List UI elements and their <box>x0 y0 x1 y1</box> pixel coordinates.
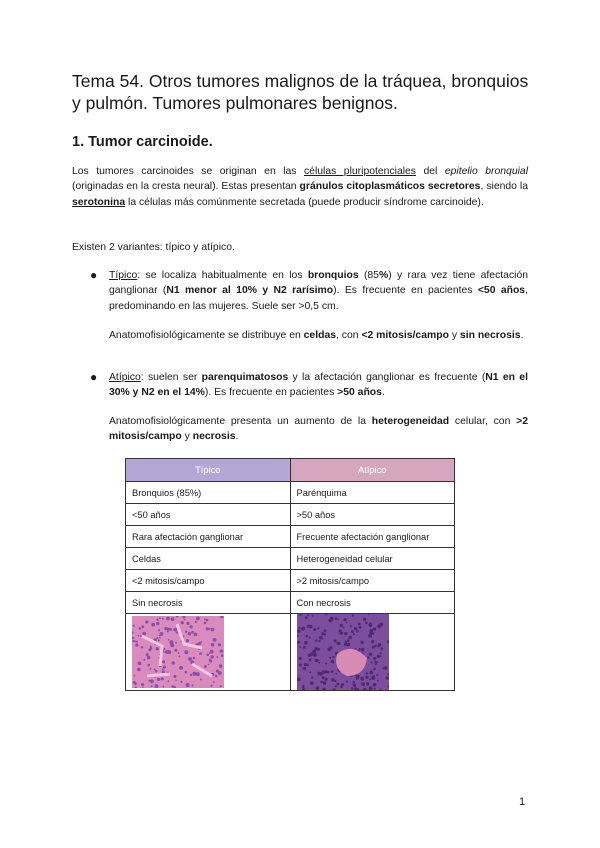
cell-nucleus <box>315 639 318 642</box>
cell-nucleus <box>357 623 360 626</box>
section-heading: 1. Tumor carcinoide. <box>72 134 213 150</box>
cell-nucleus <box>185 631 187 633</box>
table-cell: >50 años <box>290 504 455 526</box>
cell-nucleus <box>299 614 301 616</box>
cell-nucleus <box>175 680 177 682</box>
variants-intro: Existen 2 variantes: típico y atípico. <box>72 242 235 253</box>
cell-nucleus <box>184 619 186 621</box>
cell-nucleus <box>304 616 307 619</box>
cell-nucleus <box>151 685 153 687</box>
cell-nucleus <box>329 617 333 621</box>
cell-nucleus <box>138 662 142 666</box>
cell-nucleus <box>132 640 134 642</box>
cell-nucleus <box>370 662 372 664</box>
comparison-table <box>125 458 455 691</box>
cell-nucleus <box>209 628 211 630</box>
cell-nucleus <box>167 630 169 632</box>
cell-nucleus <box>368 653 371 656</box>
cell-nucleus <box>156 685 159 688</box>
cell-nucleus <box>332 656 334 658</box>
cell-nucleus <box>204 665 207 668</box>
cell-nucleus <box>307 614 309 616</box>
cell-nucleus <box>213 638 217 642</box>
cell-nucleus <box>172 685 175 688</box>
cell-nucleus <box>195 621 197 623</box>
bullet-dot: ● <box>90 370 98 384</box>
cell-nucleus <box>339 624 342 627</box>
cell-nucleus <box>158 629 160 631</box>
cell-nucleus <box>149 680 151 682</box>
cell-nucleus <box>334 685 336 687</box>
cell-nucleus <box>297 629 301 633</box>
cell-nucleus <box>196 672 200 676</box>
cell-nucleus <box>341 632 343 634</box>
table-cell: Sin necrosis <box>126 592 291 614</box>
table-header-atipico: Atípico <box>290 459 455 482</box>
cell-nucleus <box>367 684 369 686</box>
atypical-carcinoid-histology-image <box>297 614 389 690</box>
cell-nucleus <box>371 632 373 634</box>
cell-nucleus <box>314 659 317 662</box>
cell-nucleus <box>200 678 202 680</box>
cell-nucleus <box>160 632 164 636</box>
cell-nucleus <box>318 662 320 664</box>
cell-nucleus <box>186 639 189 642</box>
page-number: 1 <box>519 796 526 808</box>
cell-nucleus <box>374 663 376 665</box>
cell-nucleus <box>164 627 167 630</box>
cell-nucleus <box>218 643 221 646</box>
cell-nucleus <box>382 667 384 669</box>
cell-nucleus <box>150 646 152 648</box>
cell-nucleus <box>330 660 334 664</box>
cell-nucleus <box>303 646 306 649</box>
cell-nucleus <box>198 642 201 645</box>
cell-nucleus <box>185 671 188 674</box>
cell-nucleus <box>305 635 308 638</box>
table-cell: Rara afectación ganglionar <box>126 526 291 548</box>
cell-nucleus <box>331 678 335 682</box>
cell-nucleus <box>175 642 177 644</box>
cell-nucleus <box>141 683 144 686</box>
cell-nucleus <box>134 675 136 677</box>
cell-nucleus <box>349 625 351 627</box>
cell-nucleus <box>156 637 158 639</box>
cell-nucleus <box>370 671 372 673</box>
cell-nucleus <box>176 631 178 633</box>
cell-nucleus <box>210 685 212 687</box>
cell-nucleus <box>369 678 371 680</box>
cell-nucleus <box>376 661 378 663</box>
table-cell: Parénquima <box>290 482 455 504</box>
table-cell: Celdas <box>126 548 291 570</box>
cell-nucleus <box>191 685 193 687</box>
cell-nucleus <box>170 644 174 648</box>
cell-nucleus <box>158 639 160 641</box>
cell-nucleus <box>335 673 337 675</box>
cell-nucleus <box>309 671 311 673</box>
cell-nucleus <box>156 619 158 621</box>
cell-nucleus <box>133 681 136 684</box>
cell-nucleus <box>367 656 369 658</box>
cell-nucleus <box>325 663 327 665</box>
cell-nucleus <box>156 647 159 650</box>
table-cell: Heterogeneidad celular <box>290 548 455 570</box>
cell-nucleus <box>334 617 337 620</box>
cell-nucleus <box>317 660 319 662</box>
cell-nucleus <box>336 642 339 645</box>
cell-nucleus <box>210 660 213 663</box>
cell-nucleus <box>194 633 198 637</box>
cell-nucleus <box>162 618 164 620</box>
cell-nucleus <box>173 628 177 632</box>
cell-nucleus <box>298 627 300 629</box>
cell-nucleus <box>215 675 217 677</box>
table-cell: >2 mitosis/campo <box>290 570 455 592</box>
cell-nucleus <box>216 656 218 658</box>
cell-nucleus <box>371 646 374 649</box>
cell-nucleus <box>351 630 354 633</box>
cell-nucleus <box>313 628 316 631</box>
cell-nucleus <box>137 668 141 672</box>
cell-nucleus <box>155 670 158 673</box>
cell-nucleus <box>142 686 144 688</box>
cell-nucleus <box>163 666 166 669</box>
cell-nucleus <box>150 679 154 683</box>
cell-nucleus <box>369 629 373 633</box>
cell-nucleus <box>385 676 388 679</box>
cell-nucleus <box>365 622 368 625</box>
cell-nucleus <box>179 666 183 670</box>
cell-nucleus <box>142 625 145 628</box>
cell-nucleus <box>301 628 303 630</box>
table-row-images <box>126 614 455 691</box>
cell-nucleus <box>317 673 319 675</box>
cell-nucleus <box>156 622 159 625</box>
cell-nucleus <box>346 643 350 647</box>
cell-nucleus <box>358 626 361 629</box>
cell-nucleus <box>147 664 150 667</box>
cell-nucleus <box>141 646 143 648</box>
cell-nucleus <box>320 681 323 684</box>
cell-nucleus <box>297 641 300 644</box>
cell-nucleus <box>356 630 359 633</box>
cell-nucleus <box>174 649 177 652</box>
cell-nucleus <box>336 683 339 686</box>
cell-nucleus <box>188 657 192 661</box>
cell-nucleus <box>213 681 215 683</box>
cell-nucleus <box>327 671 330 674</box>
cell-nucleus <box>220 685 222 687</box>
cell-nucleus <box>313 653 317 657</box>
table-row <box>126 592 455 614</box>
cell-nucleus <box>346 639 349 642</box>
cell-nucleus <box>353 627 356 630</box>
cell-nucleus <box>333 640 336 643</box>
cell-nucleus <box>361 682 365 686</box>
cell-nucleus <box>172 661 175 664</box>
cell-nucleus <box>209 653 211 655</box>
table-cell: Bronquios (85%) <box>126 482 291 504</box>
cell-nucleus <box>196 617 200 621</box>
cell-nucleus <box>374 661 376 663</box>
cell-nucleus <box>321 632 324 635</box>
table-header-tipico: Típico <box>126 459 291 482</box>
table-cell: <2 mitosis/campo <box>126 570 291 592</box>
cell-nucleus <box>162 668 164 670</box>
cell-nucleus <box>368 634 372 638</box>
cell-nucleus <box>186 622 189 625</box>
cell-nucleus <box>190 625 193 628</box>
cell-nucleus <box>321 676 324 679</box>
cell-nucleus <box>368 623 372 627</box>
cell-nucleus <box>372 675 375 678</box>
cell-nucleus <box>206 653 209 656</box>
tipico-anatomy: Anatomofisiológicamente se distribuye en celdas, con <2 mitosis/campo y sin necrosis. <box>109 330 524 341</box>
cell-nucleus <box>379 655 381 657</box>
cell-nucleus <box>298 657 301 660</box>
cell-nucleus <box>374 645 376 647</box>
cell-nucleus <box>351 615 353 617</box>
cell-nucleus <box>184 650 188 654</box>
cell-nucleus <box>206 627 209 630</box>
tipico-description: Típico: se localiza habitualmente en los bronquios (85%) y rara vez tiene afectación ganglionar (N1 menor al 10% y N2 rarísimo). Es frecuente en pacientes <50 años, predominando en las mujeres. Suele ser >0,5 cm. <box>109 270 529 312</box>
cell-nucleus <box>327 648 330 651</box>
cell-nucleus <box>303 663 306 666</box>
cell-nucleus <box>166 617 170 621</box>
cell-nucleus <box>180 681 182 683</box>
cell-nucleus <box>352 683 355 686</box>
cell-nucleus <box>324 678 327 681</box>
cell-nucleus <box>299 646 301 648</box>
cell-nucleus <box>145 620 148 623</box>
cell-nucleus <box>311 615 313 617</box>
cell-nucleus <box>167 680 169 682</box>
cell-nucleus <box>208 664 210 666</box>
cell-nucleus <box>135 643 138 646</box>
cell-nucleus <box>171 617 175 621</box>
cell-nucleus <box>314 647 317 650</box>
cell-nucleus <box>372 657 374 659</box>
cell-nucleus <box>179 656 181 658</box>
cell-nucleus <box>134 641 136 643</box>
cell-nucleus <box>193 657 195 659</box>
cell-nucleus <box>136 641 138 643</box>
cell-nucleus <box>147 656 151 660</box>
cell-nucleus <box>159 617 161 619</box>
cell-nucleus <box>330 670 333 673</box>
cell-nucleus <box>308 637 310 639</box>
cell-nucleus <box>151 623 155 627</box>
table-row <box>126 548 455 570</box>
cell-nucleus <box>162 686 164 688</box>
cell-nucleus <box>321 638 323 640</box>
table-cell: Frecuente afectación ganglionar <box>290 526 455 548</box>
cell-nucleus <box>304 641 308 645</box>
cell-nucleus <box>376 655 379 658</box>
bullet-dot: ● <box>90 268 98 282</box>
cell-nucleus <box>373 688 375 690</box>
cell-nucleus <box>355 677 358 680</box>
cell-nucleus <box>173 675 176 678</box>
cell-nucleus <box>377 645 379 647</box>
cell-nucleus <box>140 635 142 637</box>
cell-nucleus <box>162 660 165 663</box>
cell-nucleus <box>309 652 313 656</box>
cell-nucleus <box>344 641 346 643</box>
table-row <box>126 504 455 526</box>
cell-nucleus <box>380 647 383 650</box>
cell-nucleus <box>323 629 326 632</box>
typical-carcinoid-histology-image <box>132 616 224 688</box>
cell-nucleus <box>324 670 327 673</box>
cell-nucleus <box>344 632 347 635</box>
cell-nucleus <box>139 627 142 630</box>
cell-nucleus <box>181 621 184 624</box>
cell-nucleus <box>379 652 381 654</box>
cell-nucleus <box>354 648 356 650</box>
cell-nucleus <box>377 680 379 682</box>
cell-nucleus <box>221 654 224 657</box>
table-cell <box>126 614 291 691</box>
cell-nucleus <box>133 625 135 627</box>
cell-nucleus <box>343 620 345 622</box>
cell-nucleus <box>219 664 223 668</box>
cell-nucleus <box>220 649 223 652</box>
cell-nucleus <box>322 681 325 684</box>
cell-nucleus <box>186 683 190 687</box>
cell-nucleus <box>317 627 319 629</box>
cell-nucleus <box>298 663 301 666</box>
cell-nucleus <box>365 676 368 679</box>
cell-nucleus <box>360 677 364 681</box>
atipico-anatomy: Anatomofisiológicamente presenta un aumento de la heterogeneidad celular, con >2 mitosis/campo y necrosis. <box>109 416 528 443</box>
table-cell: Con necrosis <box>290 592 455 614</box>
cell-nucleus <box>211 643 215 647</box>
cell-nucleus <box>376 674 378 676</box>
intro-paragraph: Los tumores carcinoides se originan en las células pluripotenciales del epitelio bronquial (originadas en la cresta neural). Estas presentan gránulos citoplasmáticos secretores, siendo la serotonina la células más comúnmente secretada (puede producir síndrome carcinoide). <box>72 166 528 208</box>
cell-nucleus <box>159 637 161 639</box>
cell-nucleus <box>340 686 343 689</box>
cell-nucleus <box>372 627 375 630</box>
cell-nucleus <box>157 678 160 681</box>
cell-nucleus <box>154 668 156 670</box>
cell-nucleus <box>318 640 320 642</box>
cell-nucleus <box>329 657 331 659</box>
cell-nucleus <box>318 636 321 639</box>
cell-nucleus <box>143 659 145 661</box>
cell-nucleus <box>365 672 367 674</box>
cell-nucleus <box>204 622 207 625</box>
cell-nucleus <box>199 652 202 655</box>
cell-nucleus <box>169 628 172 631</box>
cell-nucleus <box>191 631 194 634</box>
cell-nucleus <box>352 633 354 635</box>
cell-nucleus <box>352 681 354 683</box>
cell-nucleus <box>350 687 352 689</box>
cell-nucleus <box>379 623 383 627</box>
page-title: Tema 54. Otros tumores malignos de la tráquea, bronquios y pulmón. Tumores pulmonares benignos. <box>72 71 529 113</box>
cell-nucleus <box>309 625 312 628</box>
cell-nucleus <box>373 668 376 671</box>
table-row <box>126 482 455 504</box>
cell-nucleus <box>168 639 170 641</box>
cell-nucleus <box>302 667 305 670</box>
table-row <box>126 526 455 548</box>
cell-nucleus <box>138 635 140 637</box>
cell-nucleus <box>345 622 347 624</box>
cell-nucleus <box>192 672 196 676</box>
cell-nucleus <box>210 655 213 658</box>
cell-nucleus <box>360 648 364 652</box>
cell-nucleus <box>308 659 311 662</box>
cell-nucleus <box>163 648 165 650</box>
cell-nucleus <box>150 668 152 670</box>
cell-nucleus <box>342 627 344 629</box>
cell-nucleus <box>371 640 374 643</box>
cell-nucleus <box>363 618 366 621</box>
cell-nucleus <box>206 619 209 622</box>
cell-nucleus <box>190 674 192 676</box>
table-cell: <50 años <box>126 504 291 526</box>
cell-nucleus <box>348 636 351 639</box>
cell-nucleus <box>188 632 191 635</box>
cell-nucleus <box>358 648 360 650</box>
cell-nucleus <box>161 677 164 680</box>
cell-nucleus <box>178 652 180 654</box>
cell-nucleus <box>338 629 341 632</box>
cell-nucleus <box>346 681 348 683</box>
cell-nucleus <box>372 683 376 687</box>
cell-nucleus <box>204 618 206 620</box>
table-row <box>126 570 455 592</box>
cell-nucleus <box>146 653 149 656</box>
cell-nucleus <box>309 681 313 685</box>
atipico-description: Atípico: suelen ser parenquimatosos y la afectación ganglionar es frecuente (N1 en el 30% y N2 en el 14%). Es frecuente en pacientes >50 años. <box>109 372 528 399</box>
cell-nucleus <box>302 686 304 688</box>
cell-nucleus <box>166 650 170 654</box>
cell-nucleus <box>211 628 215 632</box>
cell-nucleus <box>337 618 339 620</box>
cell-nucleus <box>218 671 222 675</box>
cell-nucleus <box>360 641 363 644</box>
table-cell <box>290 614 455 691</box>
cell-nucleus <box>311 676 313 678</box>
